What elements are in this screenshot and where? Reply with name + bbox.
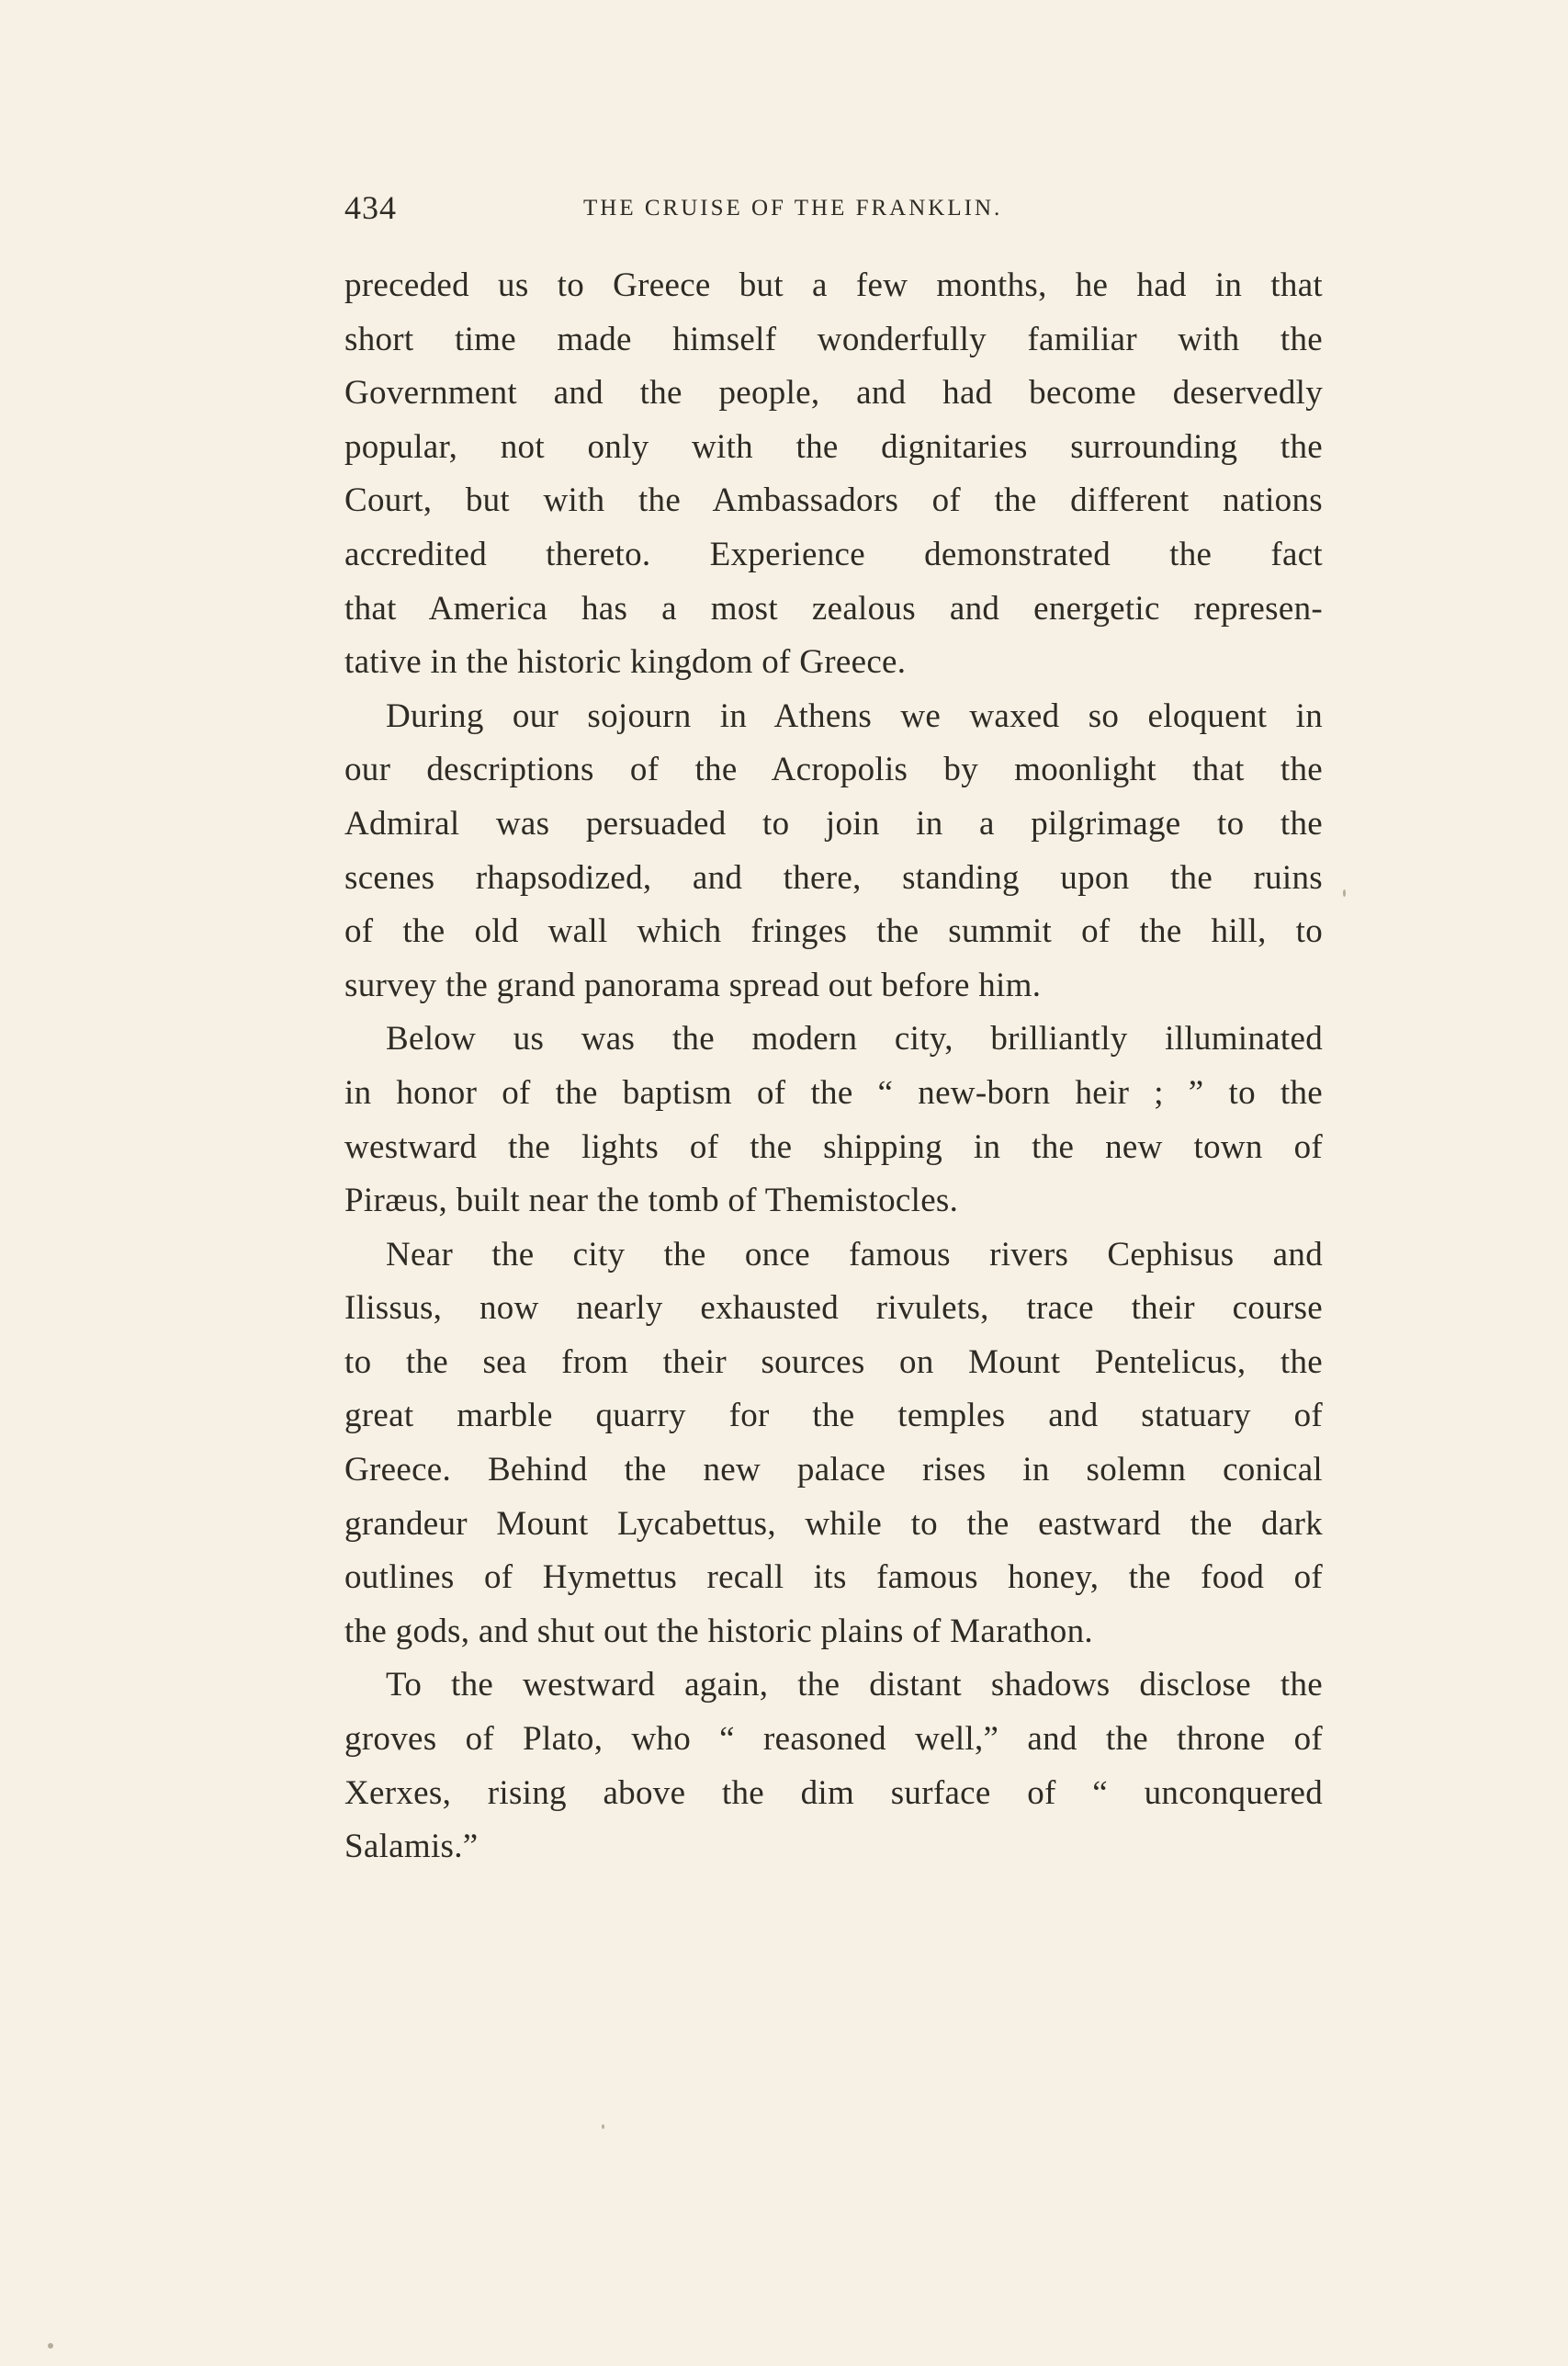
text-line: great marble quarry for the temples and statuary of — [344, 1397, 1323, 1435]
text-line: Court, but with the Ambassadors of the different nations — [344, 481, 1323, 520]
body-text — [344, 259, 1323, 1874]
running-title: THE CRUISE OF THE FRANKLIN. — [583, 196, 1003, 221]
text-line: grandeur Mount Lycabettus, while to the eastward the dark — [344, 1504, 1323, 1543]
text-line: that America has a most zealous and energetic represen- — [344, 589, 1323, 628]
text-line: Below us was the modern city, brilliantly illuminated — [386, 1020, 1323, 1058]
text-line: Xerxes, rising above the dim surface of “ unconquered — [344, 1773, 1323, 1812]
text-line: During our sojourn in Athens we waxed so eloquent in — [386, 696, 1323, 735]
text-line: accredited thereto. Experience demonstrated the fact — [344, 535, 1323, 573]
text-line: short time made himself wonderfully familiar with the — [344, 320, 1323, 358]
text-line: To the westward again, the distant shadows disclose the — [386, 1666, 1323, 1704]
text-line: of the old wall which fringes the summit of the hill, to — [344, 912, 1323, 951]
text-line: outlines of Hymettus recall its famous honey, the food of — [344, 1558, 1323, 1597]
paper-speck — [602, 2124, 604, 2129]
page-header — [344, 188, 1323, 234]
text-line: Ilissus, now nearly exhausted rivulets, trace their course — [344, 1289, 1323, 1328]
text-line: Piræus, built near the tomb of Themistocles. — [344, 1182, 959, 1220]
paper-speck — [48, 2343, 53, 2349]
text-line: in honor of the baptism of the “ new-born heir ; ” to the — [344, 1073, 1323, 1112]
text-line: Greece. Behind the new palace rises in solemn conical — [344, 1451, 1323, 1489]
text-line: our descriptions of the Acropolis by moonlight that the — [344, 751, 1323, 789]
text-line: preceded us to Greece but a few months, he had in that — [344, 266, 1323, 304]
paper-speck — [1343, 889, 1346, 897]
text-line: the gods, and shut out the historic plains of Marathon. — [344, 1612, 1093, 1650]
text-line: popular, not only with the dignitaries surrounding the — [344, 427, 1323, 466]
text-line: Near the city the once famous rivers Cephisus and — [386, 1235, 1323, 1274]
text-line: survey the grand panorama spread out before him. — [344, 966, 1042, 1004]
page-number: 434 — [344, 189, 397, 226]
text-line: groves of Plato, who “ reasoned well,” and the throne of — [344, 1720, 1323, 1759]
text-line: Government and the people, and had become deservedly — [344, 374, 1323, 413]
text-line: to the sea from their sources on Mount Pentelicus, the — [344, 1342, 1323, 1381]
text-line: scenes rhapsodized, and there, standing upon the ruins — [344, 858, 1323, 897]
text-line: westward the lights of the shipping in the new town of — [344, 1127, 1323, 1166]
text-line: Salamis.” — [344, 1828, 479, 1866]
text-line: tative in the historic kingdom of Greece. — [344, 643, 907, 682]
text-line: Admiral was persuaded to join in a pilgrimage to the — [344, 804, 1323, 843]
